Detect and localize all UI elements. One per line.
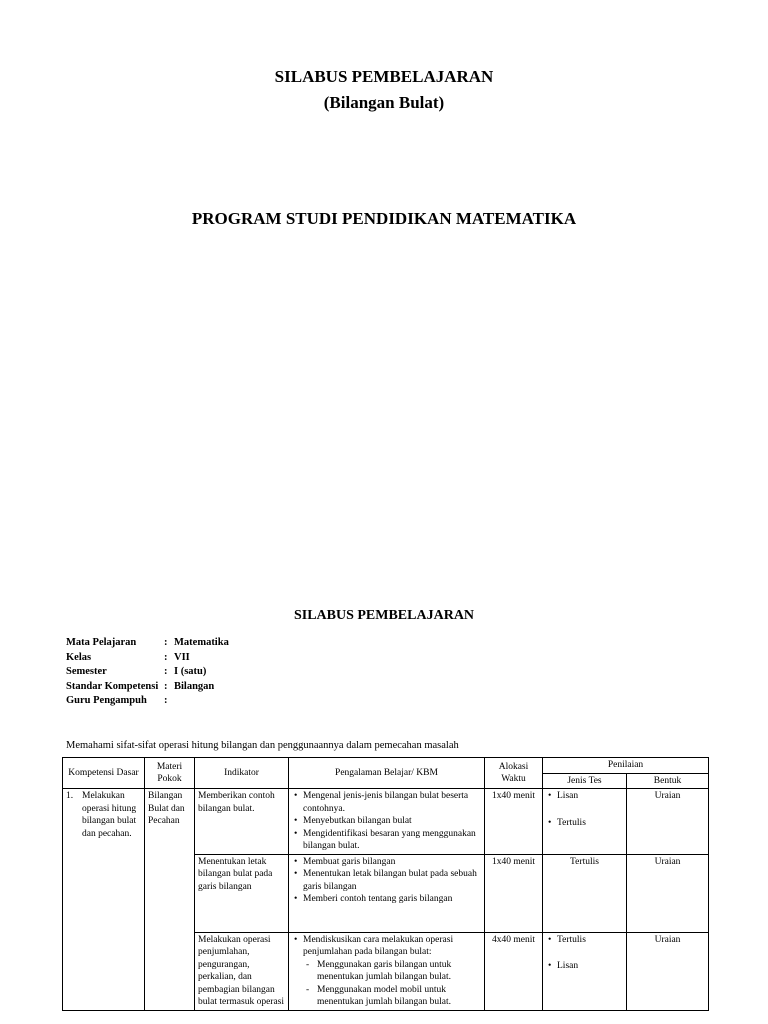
header-kompetensi: Kompetensi Dasar — [63, 758, 145, 789]
info-colon: : — [164, 651, 168, 663]
jenis-tes-item: • Lisan — [557, 790, 623, 803]
jenis-tes-item: • Tertulis — [557, 817, 623, 830]
jenis-tes-cell — [543, 789, 627, 855]
header-pengalaman: Pengalaman Belajar/ KBM — [289, 758, 485, 789]
info-row — [66, 652, 229, 667]
info-value: I (satu) — [174, 666, 207, 677]
info-key: Semester — [66, 666, 107, 677]
bentuk-cell: Uraian — [627, 932, 709, 1010]
info-value: Matematika — [174, 637, 229, 648]
bentuk-cell: Uraian — [627, 789, 709, 855]
info-row — [66, 681, 229, 696]
course-info — [66, 637, 229, 710]
jenis-tes-item: • Tertulis — [557, 934, 623, 947]
kbm-item: • Mengenal jenis-jenis bilangan bulat beserta contohnya. — [303, 790, 481, 815]
info-row — [66, 637, 229, 652]
alokasi-cell: 1x40 menit — [485, 854, 543, 932]
standar-kompetensi-text: Memahami sifat-sifat operasi hitung bilangan dan penggunaannya dalam pemecahan masalah — [66, 740, 459, 751]
jenis-tes-item: • Lisan — [557, 960, 623, 973]
kbm-item-text: Mendiskusikan cara melakukan operasi penjumlahan pada bilangan bulat: — [303, 934, 454, 957]
materi-cell: Bilangan Bulat dan Pecahan — [145, 789, 195, 1011]
section-title: SILABUS PEMBELAJARAN — [293, 608, 475, 623]
info-row — [66, 695, 229, 710]
bentuk-cell: Uraian — [627, 854, 709, 932]
info-value: VII — [174, 651, 190, 663]
info-key: Standar Kompetensi — [66, 680, 159, 692]
info-row — [66, 666, 229, 681]
jenis-tes-cell: Tertulis — [543, 854, 627, 932]
indikator-cell: Memberikan contoh bilangan bulat. — [195, 789, 289, 855]
info-key: Mata Pelajaran — [66, 637, 137, 648]
info-colon: : — [164, 666, 168, 677]
header-alokasi: Alokasi Waktu — [485, 758, 543, 789]
alokasi-cell: 1x40 menit — [485, 789, 543, 855]
kbm-cell — [289, 932, 485, 1010]
program-title: PROGRAM STUDI PENDIDIKAN MATEMATIKA — [191, 209, 577, 228]
header-bentuk: Bentuk — [627, 773, 709, 789]
info-value: Bilangan — [174, 680, 215, 692]
kbm-item: • Memberi contoh tentang garis bilangan — [303, 893, 481, 906]
header-materi: Materi Pokok — [145, 758, 195, 789]
kbm-item: • Mengidentifikasi besaran yang menggunakan bilangan bulat. — [303, 828, 481, 853]
header-penilaian: Penilaian — [543, 758, 709, 774]
indikator-cell: Melakukan operasi penjumlahan, pengurangan, perkalian, dan pembagian bilangan bulat termasuk operasi — [195, 932, 289, 1010]
kompetensi-number: 1. — [66, 791, 74, 801]
info-colon: : — [164, 637, 168, 648]
kbm-item: • Menentukan letak bilangan bulat pada sebuah garis bilangan — [303, 868, 481, 893]
table-header-row — [63, 758, 709, 774]
kompetensi-cell — [63, 789, 145, 1011]
table-row — [63, 789, 709, 855]
alokasi-cell: 4x40 menit — [485, 932, 543, 1010]
indikator-cell: Menentukan letak bilangan bulat pada garis bilangan — [195, 854, 289, 932]
header-jenis-tes: Jenis Tes — [543, 773, 627, 789]
header-indikator: Indikator — [195, 758, 289, 789]
kbm-item — [303, 934, 481, 1009]
kbm-cell — [289, 789, 485, 855]
info-colon: : — [164, 695, 168, 706]
kbm-subitem: - Menggunakan garis bilangan untuk menentukan jumlah bilangan bulat. — [317, 959, 481, 984]
syllabus-table — [62, 757, 709, 1011]
info-key: Guru Pengampuh — [66, 695, 147, 706]
kbm-item: • Membuat garis bilangan — [303, 856, 481, 869]
jenis-tes-cell — [543, 932, 627, 1010]
info-key: Kelas — [66, 651, 92, 663]
kbm-cell — [289, 854, 485, 932]
kbm-item: • Menyebutkan bilangan bulat — [303, 815, 481, 828]
kompetensi-text: Melakukan operasi hitung bilangan bulat dan pecahan. — [82, 791, 137, 839]
info-colon: : — [164, 680, 168, 692]
document-subtitle: (Bilangan Bulat) — [323, 93, 445, 112]
kbm-subitem: - Menggunakan model mobil untuk menentukan jumlah bilangan bulat. — [317, 984, 481, 1009]
info-value — [174, 695, 229, 710]
document-title: SILABUS PEMBELAJARAN — [274, 67, 494, 86]
